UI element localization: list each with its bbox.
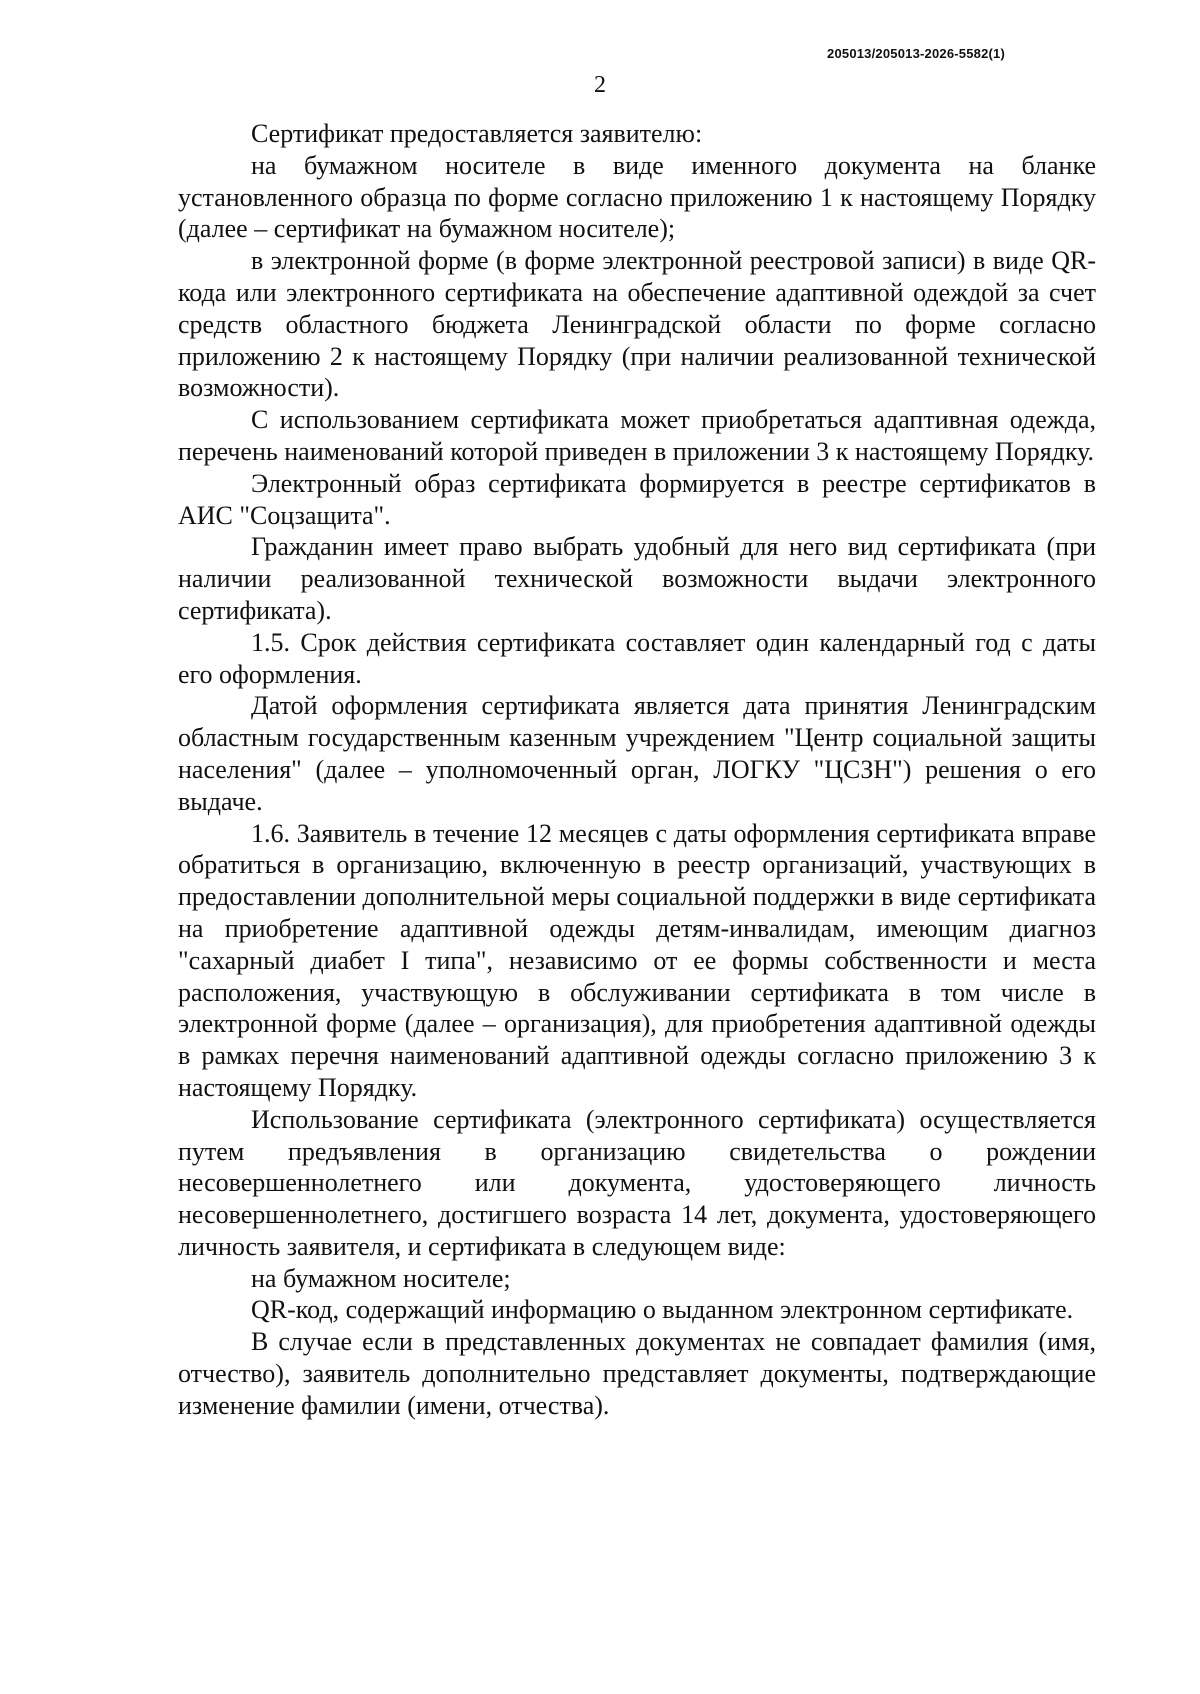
paragraph-name-mismatch: В случае если в представленных документах не совпадает фамилия (имя, отчество), заявитель дополнительно представляет документы, подтверждающие изменение фамилии (имени, отчества). — [178, 1327, 1096, 1420]
paragraph-1-5-validity: 1.5. Срок действия сертификата составляет один календарный год с даты его оформления. — [178, 627, 1096, 689]
paragraph-certificate-provided: Сертификат предоставляется заявителю: — [251, 119, 703, 148]
document-body — [178, 118, 1096, 1422]
paragraph-qr-code: QR-код, содержащий информацию о выданном электронном сертификате. — [251, 1295, 1074, 1325]
paragraph-citizen-choice: Гражданин имеет право выбрать удобный для него вид сертификата (при наличии реализованной технической возможности выдачи электронного сертификата). — [178, 532, 1096, 625]
paragraph-issue-date: Датой оформления сертификата является дата принятия Ленинградским областным государственным казенным учреждением "Центр социальной защиты населения" (далее – уполномоченный орган, ЛОГКУ "ЦСЗН") решения о его выдаче. — [178, 691, 1096, 816]
paragraph-paper-medium: на бумажном носителе; — [251, 1263, 511, 1293]
page-number: 2 — [594, 72, 606, 98]
paragraph-paper-form: на бумажном носителе в виде именного документа на бланке установленного образца по форме согласно приложению 1 к настоящему Порядку (далее – сертификат на бумажном носителе); — [178, 150, 1096, 244]
paragraph-certificate-use: Использование сертификата (электронного сертификата) осуществляется путем предъявления в организацию свидетельства о рождении несовершеннолетнего или документа, удостоверяющего личность несовершеннолетнего, достигшего возраста 14 лет, документа, удостоверяющего личность заявителя, и сертификата в следующем виде: — [178, 1104, 1096, 1261]
paragraph-1-6-applicant: 1.6. Заявитель в течение 12 месяцев с даты оформления сертификата вправе обратиться в организацию, включенную в реестр организаций, участвующих в предоставлении дополнительной меры социальной поддержки в виде сертификата на приобретение адаптивной одежды детям-инвалидам, имеющим диагноз "сахарный диабет I типа", независимо от ее формы собственности и места расположения, участвующую в обслуживании сертификата в том числе в электронной форме (далее – организация), для приобретения адаптивной одежды в рамках перечня наименований адаптивной одежды согласно приложению 3 к настоящему Порядку. — [178, 818, 1096, 1102]
paragraph-electronic-image: Электронный образ сертификата формируется в реестре сертификатов в АИС "Соцзащита". — [178, 468, 1096, 530]
paragraph-electronic-form: в электронной форме (в форме электронной реестровой записи) в виде QR-кода или электронного сертификата на обеспечение адаптивной одеждой за счет средств областного бюджета Ленинградской области по форме согласно приложению 2 к настоящему Порядку (при наличии реализованной технической возможности). — [178, 246, 1096, 403]
document-reference-number: 205013/205013-2026-5582(1) — [827, 46, 1005, 61]
paragraph-adaptive-clothing: С использованием сертификата может приобретаться адаптивная одежда, перечень наименований которой приведен в приложении 3 к настоящему Порядку. — [178, 405, 1096, 466]
